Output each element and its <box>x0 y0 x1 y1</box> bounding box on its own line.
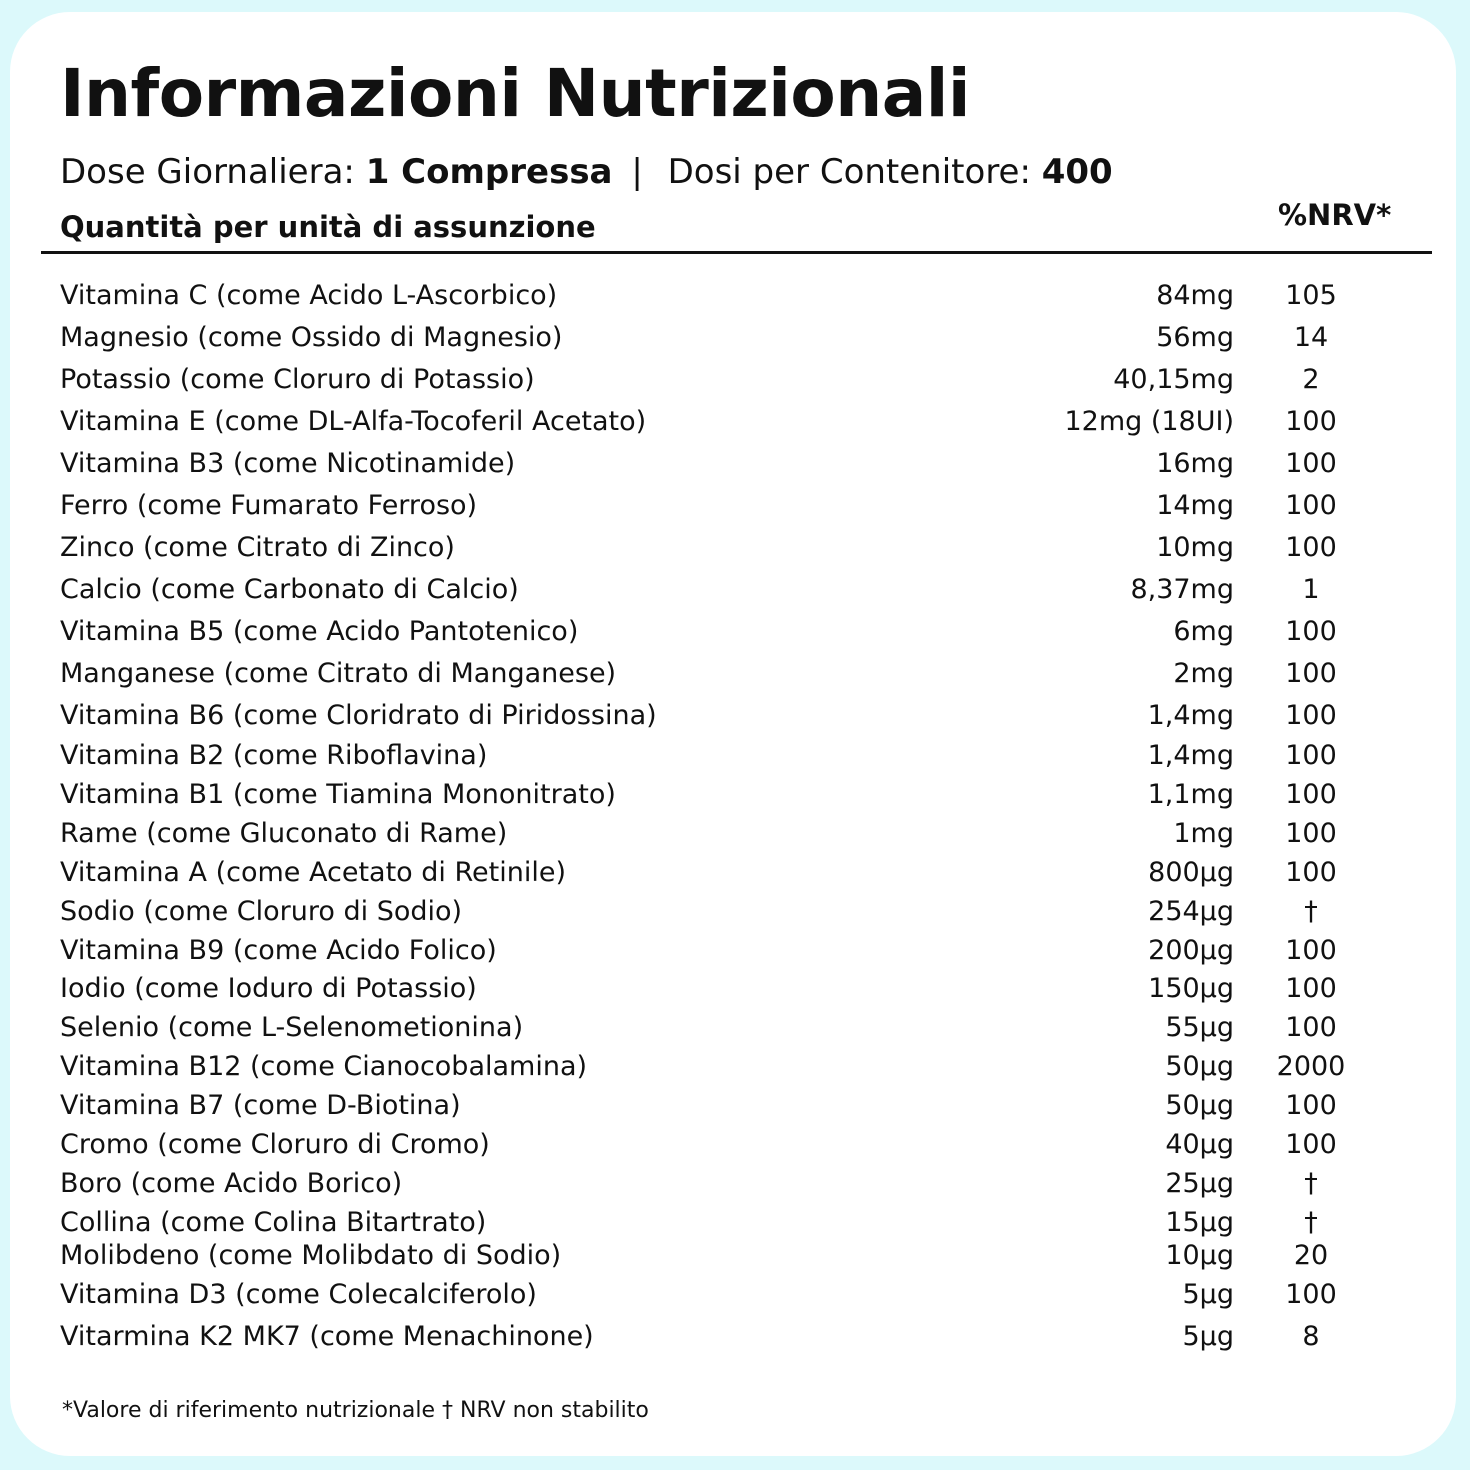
table-row <box>60 1277 1360 1313</box>
nutrient-name: Manganese (come Citrato di Manganese) <box>60 658 617 689</box>
table-row <box>60 656 1360 692</box>
table-row <box>60 320 1360 356</box>
nutrient-amount: 10mg <box>1156 532 1234 563</box>
nutrient-amount: 55µg <box>1165 1012 1234 1043</box>
nutrient-nrv: 100 <box>1285 857 1337 888</box>
nutrient-name: Vitamina B1 (come Tiamina Mononitrato) <box>60 779 616 810</box>
table-row <box>60 971 1360 1007</box>
table-row <box>60 614 1360 650</box>
nutrient-name: Sodio (come Cloruro di Sodio) <box>60 896 463 927</box>
table-row <box>60 1010 1360 1046</box>
nutrient-nrv: 100 <box>1285 532 1337 563</box>
nutrient-nrv: 2000 <box>1276 1051 1346 1082</box>
nutrient-name: Boro (come Acido Borico) <box>60 1168 403 1199</box>
table-row <box>60 278 1360 314</box>
per-container-label: Dosi per Contenitore: <box>667 152 1031 192</box>
nutrient-nrv: 100 <box>1285 935 1337 966</box>
nutrient-amount: 150µg <box>1148 973 1234 1004</box>
table-row <box>60 816 1360 852</box>
nutrient-nrv: 2 <box>1302 364 1320 395</box>
nutrient-name: Magnesio (come Ossido di Magnesio) <box>60 322 563 353</box>
nutrient-name: Vitamina B3 (come Nicotinamide) <box>60 448 516 479</box>
table-row <box>60 855 1360 891</box>
nutrition-card <box>10 12 1456 1456</box>
nutrient-amount: 10µg <box>1165 1240 1234 1271</box>
table-row <box>60 1088 1360 1124</box>
nutrient-nrv: 100 <box>1285 658 1337 689</box>
nutrient-amount: 56mg <box>1156 322 1234 353</box>
table-row <box>60 1238 1360 1274</box>
nutrient-name: Vitamina D3 (come Colecalciferolo) <box>60 1279 537 1310</box>
nutrient-nrv: 100 <box>1285 1012 1337 1043</box>
nutrient-name: Vitamina B7 (come D-Biotina) <box>60 1090 461 1121</box>
nutrient-amount: 84mg <box>1156 280 1234 311</box>
quantity-header: Quantità per unità di assunzione <box>60 210 596 244</box>
nutrient-name: Vitamina B2 (come Riboflavina) <box>60 740 488 771</box>
nutrient-nrv: 100 <box>1285 700 1337 731</box>
per-container-value: 400 <box>1041 152 1113 192</box>
nutrient-nrv: 100 <box>1285 616 1337 647</box>
nutrient-name: Collina (come Colina Bitartrato) <box>60 1207 487 1238</box>
nutrient-amount: 1,4mg <box>1147 740 1234 771</box>
table-row <box>60 738 1360 774</box>
nutrient-name: Vitamina A (come Acetato di Retinile) <box>60 857 566 888</box>
header-divider <box>41 251 1432 254</box>
nutrient-nrv: 100 <box>1285 490 1337 521</box>
nutrient-nrv: 100 <box>1285 448 1337 479</box>
nutrient-name: Selenio (come L-Selenometionina) <box>60 1012 524 1043</box>
nutrient-amount: 50µg <box>1165 1090 1234 1121</box>
nutrient-name: Vitamina B12 (come Cianocobalamina) <box>60 1051 588 1082</box>
nutrient-nrv: 100 <box>1285 406 1337 437</box>
nutrient-name: Vitarmina K2 MK7 (come Menachinone) <box>60 1321 594 1352</box>
nutrient-amount: 12mg (18UI) <box>1064 406 1234 437</box>
nutrient-amount: 16mg <box>1156 448 1234 479</box>
nutrient-nrv: 100 <box>1285 1090 1337 1121</box>
table-row <box>60 1319 1360 1355</box>
page-title: Informazioni Nutrizionali <box>60 55 971 132</box>
nutrient-name: Vitamina B6 (come Cloridrato di Piridossina) <box>60 700 657 731</box>
table-row <box>60 933 1360 969</box>
nutrient-nrv: 100 <box>1285 818 1337 849</box>
nutrient-amount: 200µg <box>1148 935 1234 966</box>
nutrient-name: Iodio (come Ioduro di Potassio) <box>60 973 477 1004</box>
table-row <box>60 362 1360 398</box>
nutrient-nrv: 105 <box>1285 280 1337 311</box>
table-row <box>60 1049 1360 1085</box>
nutrient-amount: 5µg <box>1182 1321 1234 1352</box>
footnote: *Valore di riferimento nutrizionale † NRV non stabilito <box>62 1398 649 1423</box>
table-row <box>60 446 1360 482</box>
nutrient-amount: 40,15mg <box>1113 364 1234 395</box>
nutrient-amount: 6mg <box>1173 616 1234 647</box>
nutrient-amount: 15µg <box>1165 1207 1234 1238</box>
table-row <box>60 1205 1360 1241</box>
nutrient-amount: 50µg <box>1165 1051 1234 1082</box>
nutrient-name: Calcio (come Carbonato di Calcio) <box>60 574 519 605</box>
nutrient-name: Vitamina C (come Acido L-Ascorbico) <box>60 280 558 311</box>
table-row <box>60 404 1360 440</box>
nutrient-amount: 14mg <box>1156 490 1234 521</box>
nutrient-amount: 25µg <box>1165 1168 1234 1199</box>
table-row <box>60 1166 1360 1202</box>
nutrient-nrv: † <box>1304 1168 1318 1199</box>
table-row <box>60 1127 1360 1163</box>
nutrient-name: Zinco (come Citrato di Zinco) <box>60 532 455 563</box>
table-row <box>60 777 1360 813</box>
table-row <box>60 572 1360 608</box>
nutrient-name: Ferro (come Fumarato Ferroso) <box>60 490 478 521</box>
nutrient-amount: 5µg <box>1182 1279 1234 1310</box>
daily-dose-label: Dose Giornaliera: <box>60 152 355 192</box>
nutrient-amount: 800µg <box>1148 857 1234 888</box>
nutrient-name: Cromo (come Cloruro di Cromo) <box>60 1129 490 1160</box>
nutrient-name: Vitamina B9 (come Acido Folico) <box>60 935 497 966</box>
nutrient-nrv: 8 <box>1302 1321 1320 1352</box>
nutrient-amount: 2mg <box>1173 658 1234 689</box>
nutrient-amount: 1mg <box>1173 818 1234 849</box>
nutrient-nrv: 100 <box>1285 973 1337 1004</box>
nutrient-nrv: 100 <box>1285 1129 1337 1160</box>
nutrient-nrv: 20 <box>1293 1240 1329 1271</box>
dose-line <box>60 152 1113 193</box>
nutrient-name: Molibdeno (come Molibdato di Sodio) <box>60 1240 562 1271</box>
nutrient-nrv: 1 <box>1302 574 1320 605</box>
daily-dose-value: 1 Compressa <box>365 152 613 192</box>
nutrient-nrv: 100 <box>1285 1279 1337 1310</box>
nutrient-amount: 1,4mg <box>1147 700 1234 731</box>
dose-separator: | <box>631 152 643 192</box>
nutrient-amount: 8,37mg <box>1130 574 1234 605</box>
nutrient-amount: 40µg <box>1165 1129 1234 1160</box>
nutrient-name: Vitamina E (come DL-Alfa-Tocoferil Acetato) <box>60 406 647 437</box>
nutrient-nrv: 14 <box>1293 322 1329 353</box>
table-row <box>60 698 1360 734</box>
nutrient-nrv: 100 <box>1285 779 1337 810</box>
nutrient-name: Vitamina B5 (come Acido Pantotenico) <box>60 616 579 647</box>
nutrient-name: Potassio (come Cloruro di Potassio) <box>60 364 535 395</box>
table-row <box>60 894 1360 930</box>
table-row <box>60 488 1360 524</box>
nutrient-amount: 254µg <box>1148 896 1234 927</box>
nutrient-name: Rame (come Gluconato di Rame) <box>60 818 508 849</box>
nrv-header: %NRV* <box>1278 198 1392 232</box>
nutrient-nrv: † <box>1304 896 1318 927</box>
nutrient-nrv: 100 <box>1285 740 1337 771</box>
nutrient-nrv: † <box>1304 1207 1318 1238</box>
table-row <box>60 530 1360 566</box>
nutrient-amount: 1,1mg <box>1147 779 1234 810</box>
